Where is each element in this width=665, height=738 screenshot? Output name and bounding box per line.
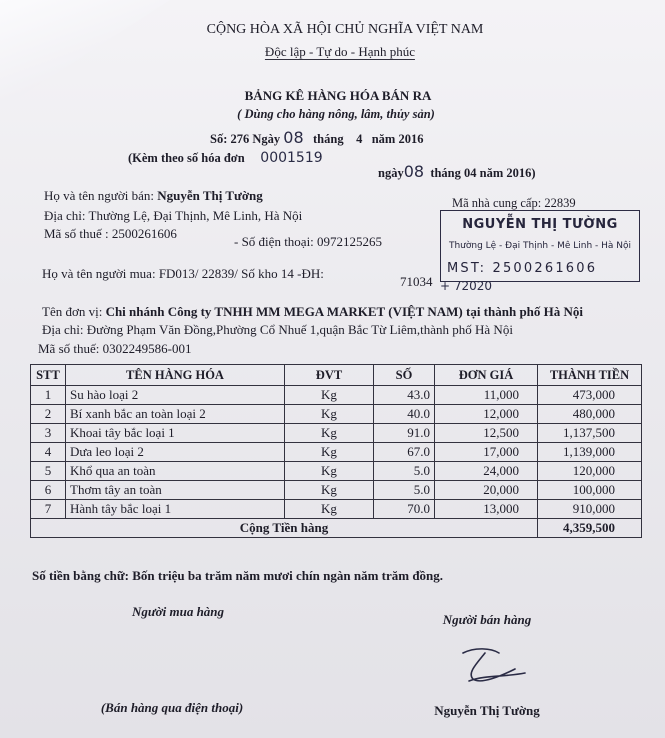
buyer-name-line: Họ và tên người mua: FD013/ 22839/ Số kho 14 -ĐH: [42, 266, 324, 281]
col-price: ĐƠN GIÁ [435, 365, 538, 386]
buyer-address: Địa chỉ: Đường Phạm Văn Đồng,Phường Cổ Nhuế 1,quận Bắc Từ Liêm,thành phố Hà Nội [42, 322, 513, 337]
seller-phone: - Số điện thoại: 0972125265 [234, 234, 383, 249]
motto: Độc lập - Tự do - Hạnh phúc [264, 44, 416, 59]
table-row: 1 Su hào loại 2 Kg 43.0 11,000 473,000 [31, 386, 642, 405]
stamp-name: NGUYỄN THỊ TƯỜNG [462, 217, 618, 232]
seller-tax-code: Mã số thuế : 2500261606 [44, 226, 177, 241]
col-name: TÊN HÀNG HÓA [66, 365, 285, 386]
attached-invoice-date: ngày08 tháng 04 năm 2016) [378, 162, 536, 181]
buyer-signature-note: (Bán hàng qua điện thoại) [100, 700, 244, 715]
amount-in-words: Số tiền bằng chữ: Bốn triệu ba trăm năm mươi chín ngàn năm trăm đồng. [32, 568, 444, 583]
supplier-code: Mã nhà cung cấp: 22839 [452, 196, 576, 210]
total-label: Cộng Tiền hàng [31, 519, 538, 538]
seller-signature-label: Người bán hàng [442, 612, 532, 627]
seller-name: Nguyễn Thị Tường [157, 188, 263, 203]
document-subtitle: ( Dùng cho hàng nông, lâm, thủy sản) [237, 107, 435, 121]
buyer-unit: Chi nhánh Công ty TNHH MM MEGA MARKET (VIỆT NAM) tại thành phố Hà Nội [105, 304, 584, 319]
table-row: 3 Khoai tây bắc loại 1 Kg 91.0 12,500 1,137,500 [31, 424, 642, 443]
table-row: 6 Thơm tây an toàn Kg 5.0 20,000 100,000 [31, 481, 642, 500]
buyer-unit-line: Tên đơn vị: Chi nhánh Công ty TNHH MM MEGA MARKET (VIỆT NAM) tại thành phố Hà Nội [42, 304, 584, 319]
col-amount: THÀNH TIỀN [538, 365, 642, 386]
table-row: 5 Khổ qua an toàn Kg 5.0 24,000 120,000 [31, 462, 642, 481]
table-row: 7 Hành tây bắc loại 1 Kg 70.0 13,000 910,000 [31, 500, 642, 519]
seller-name-line: Họ và tên người bán: Nguyễn Thị Tường [44, 188, 263, 203]
buyer-ref-1: 71034 [400, 274, 433, 289]
col-qty: SỐ [374, 365, 435, 386]
seller-signature-name: Nguyễn Thị Tường [434, 703, 540, 718]
handwritten-invoice-no: 0001519 [260, 150, 323, 166]
folded-corner [0, 0, 170, 110]
attached-invoice-line: (Kèm theo số hóa đơn 0001519 [128, 150, 323, 166]
goods-table [30, 364, 642, 538]
table-header-row [31, 365, 642, 386]
col-unit: ĐVT [285, 365, 374, 386]
buyer-ref-2: + 72020 [440, 279, 493, 293]
total-row [31, 519, 642, 538]
seller-stamp [440, 210, 640, 282]
table-row: 2 Bí xanh bắc an toàn loại 2 Kg 40.0 12,000 480,000 [31, 405, 642, 424]
nation-header: CỘNG HÒA XÃ HỘI CHỦ NGHĨA VIỆT NAM [206, 22, 484, 37]
document-title: BẢNG KÊ HÀNG HÓA BÁN RA [244, 88, 432, 103]
col-stt: STT [31, 365, 66, 386]
table-row: 4 Dưa leo loại 2 Kg 67.0 17,000 1,139,000 [31, 443, 642, 462]
handwritten-day: 08 [283, 128, 304, 147]
seller-address: Địa chỉ: Thường Lệ, Đại Thịnh, Mê Linh, Hà Nội [44, 208, 303, 223]
stamp-tax-code: MST: 2500261606 [447, 261, 598, 276]
total-value: 4,359,500 [538, 519, 642, 538]
document-number-line: Số: 276 Ngày 08 tháng 4 năm 2016 [210, 128, 424, 147]
stamp-address: Thường Lệ - Đại Thịnh - Mê Linh - Hà Nội [448, 241, 632, 251]
buyer-tax-code: Mã số thuế: 0302249586-001 [38, 341, 192, 356]
buyer-signature-label: Người mua hàng [131, 604, 225, 619]
seller-signature-mark [455, 645, 535, 690]
